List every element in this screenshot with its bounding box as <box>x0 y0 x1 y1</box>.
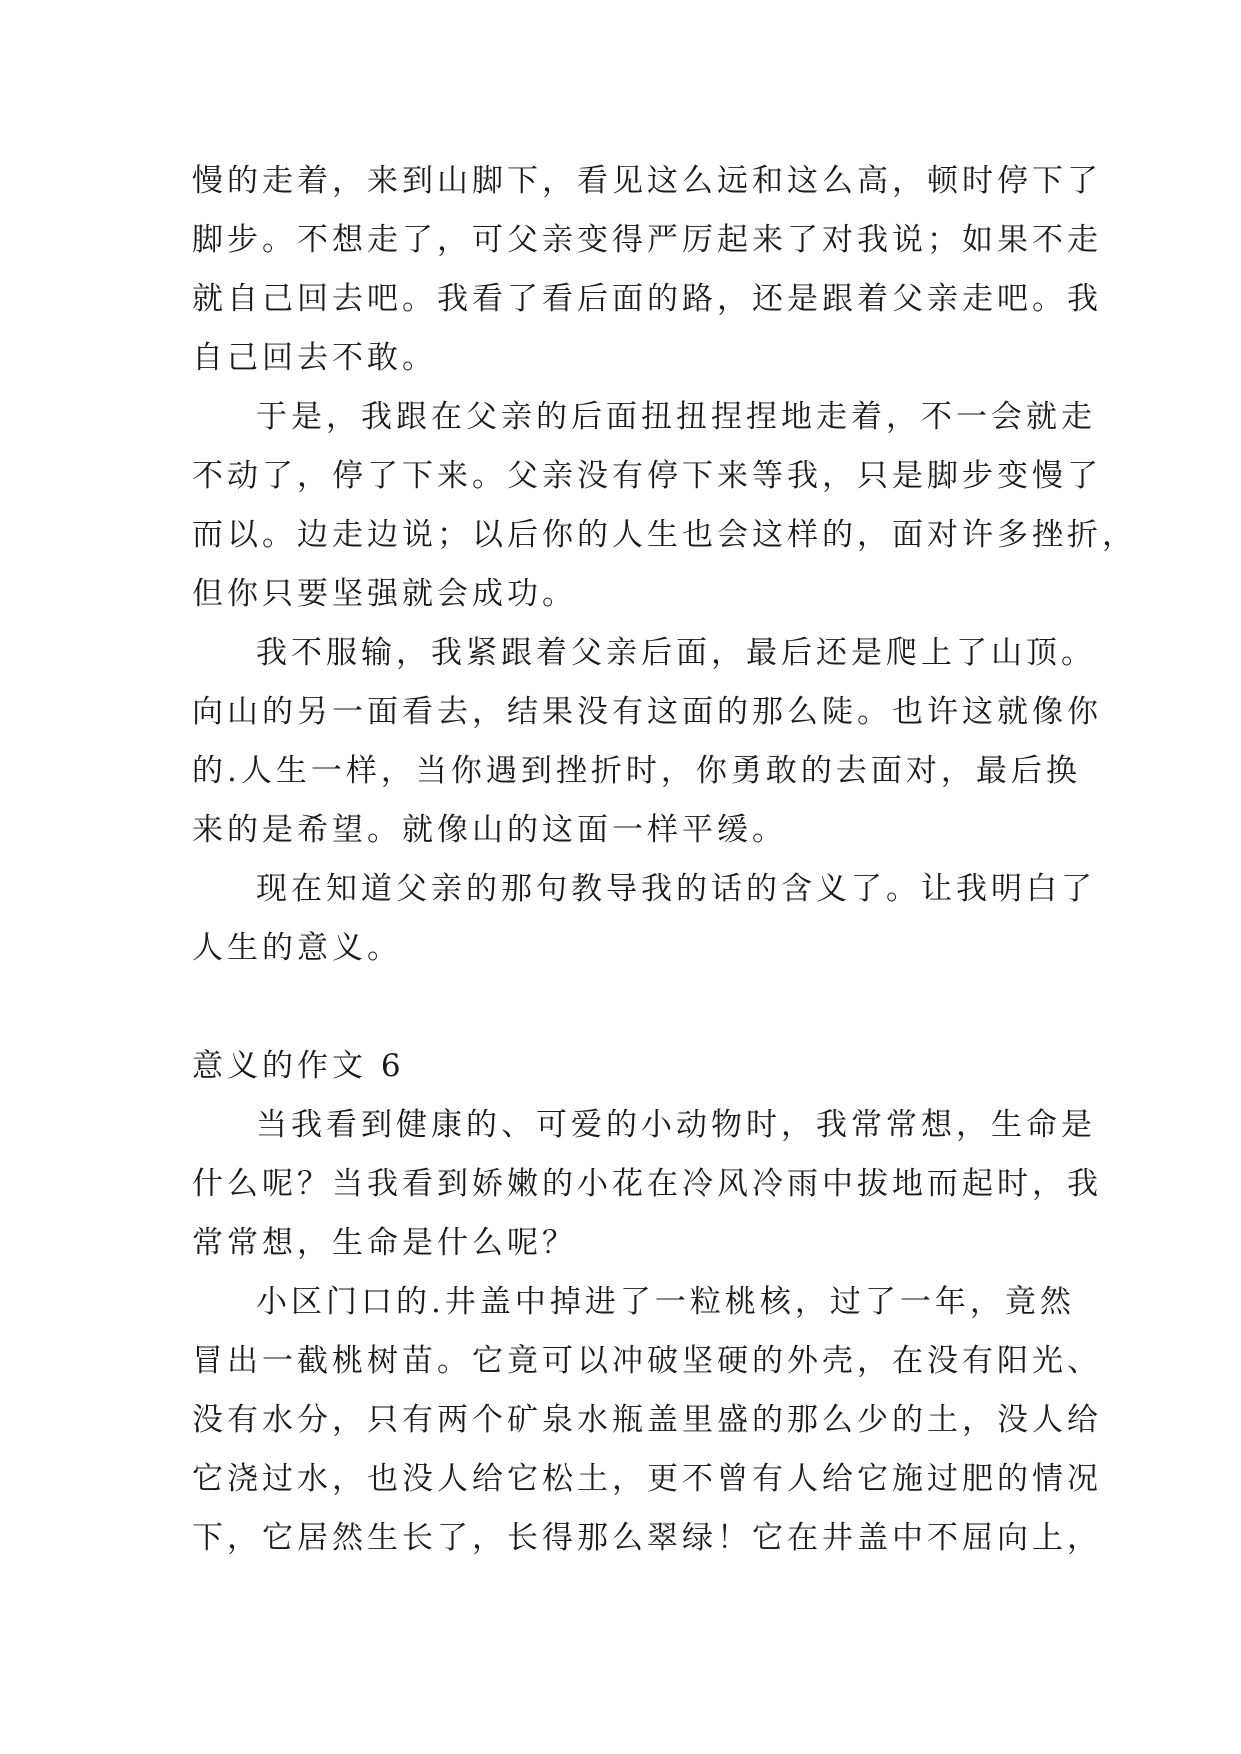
text-line: 常常想，生命是什么呢？ <box>192 1225 577 1261</box>
text-line: 下，它居然生长了，长得那么翠绿！它在井盖中不屈向上， <box>192 1520 1102 1556</box>
text-line: 没有水分，只有两个矿泉水瓶盖里盛的那么少的土，没人给 <box>192 1402 1102 1438</box>
document-body <box>192 152 1137 1568</box>
paragraph-first-line: 我不服输，我紧跟着父亲后面，最后还是爬上了山顶。 <box>256 635 1096 671</box>
section-heading: 意义的作文 6 <box>192 1048 405 1084</box>
text-line: 来的是希望。就像山的这面一样平缓。 <box>192 812 787 848</box>
text-line: 就自己回去吧。我看了看后面的路，还是跟着父亲走吧。我 <box>192 281 1102 317</box>
text-line: 但你只要坚强就会成功。 <box>192 576 577 612</box>
paragraph-first-line: 当我看到健康的、可爱的小动物时，我常常想，生命是 <box>256 1107 1096 1143</box>
text-line: 它浇过水，也没人给它松土，更不曾有人给它施过肥的情况 <box>192 1461 1102 1497</box>
text-line: 什么呢？当我看到娇嫩的小花在冷风冷雨中拔地而起时，我 <box>192 1166 1102 1202</box>
section-spacer <box>192 978 1062 1037</box>
text-line: 人生的意义。 <box>192 930 402 966</box>
text-line: 不动了，停了下来。父亲没有停下来等我，只是脚步变慢了 <box>192 458 1102 494</box>
paragraph-first-line: 于是，我跟在父亲的后面扭扭捏捏地走着，不一会就走 <box>256 399 1096 435</box>
text-line: 自己回去不敢。 <box>192 340 437 376</box>
text-line: 而以。边走边说；以后你的人生也会这样的，面对许多挫折， <box>192 517 1137 553</box>
text-line: 脚步。不想走了，可父亲变得严厉起来了对我说；如果不走 <box>192 222 1102 258</box>
text-line: 的.人生一样，当你遇到挫折时，你勇敢的去面对，最后换 <box>192 753 1081 789</box>
paragraph-first-line: 小区门口的.井盖中掉进了一粒桃核，过了一年，竟然 <box>256 1284 1075 1320</box>
text-line: 向山的另一面看去，结果没有这面的那么陡。也许这就像你 <box>192 694 1102 730</box>
text-line: 冒出一截桃树苗。它竟可以冲破坚硬的外壳，在没有阳光、 <box>192 1343 1102 1379</box>
text-line: 慢的走着，来到山脚下，看见这么远和这么高，顿时停下了 <box>192 163 1102 199</box>
paragraph-first-line: 现在知道父亲的那句教导我的话的含义了。让我明白了 <box>256 871 1096 907</box>
